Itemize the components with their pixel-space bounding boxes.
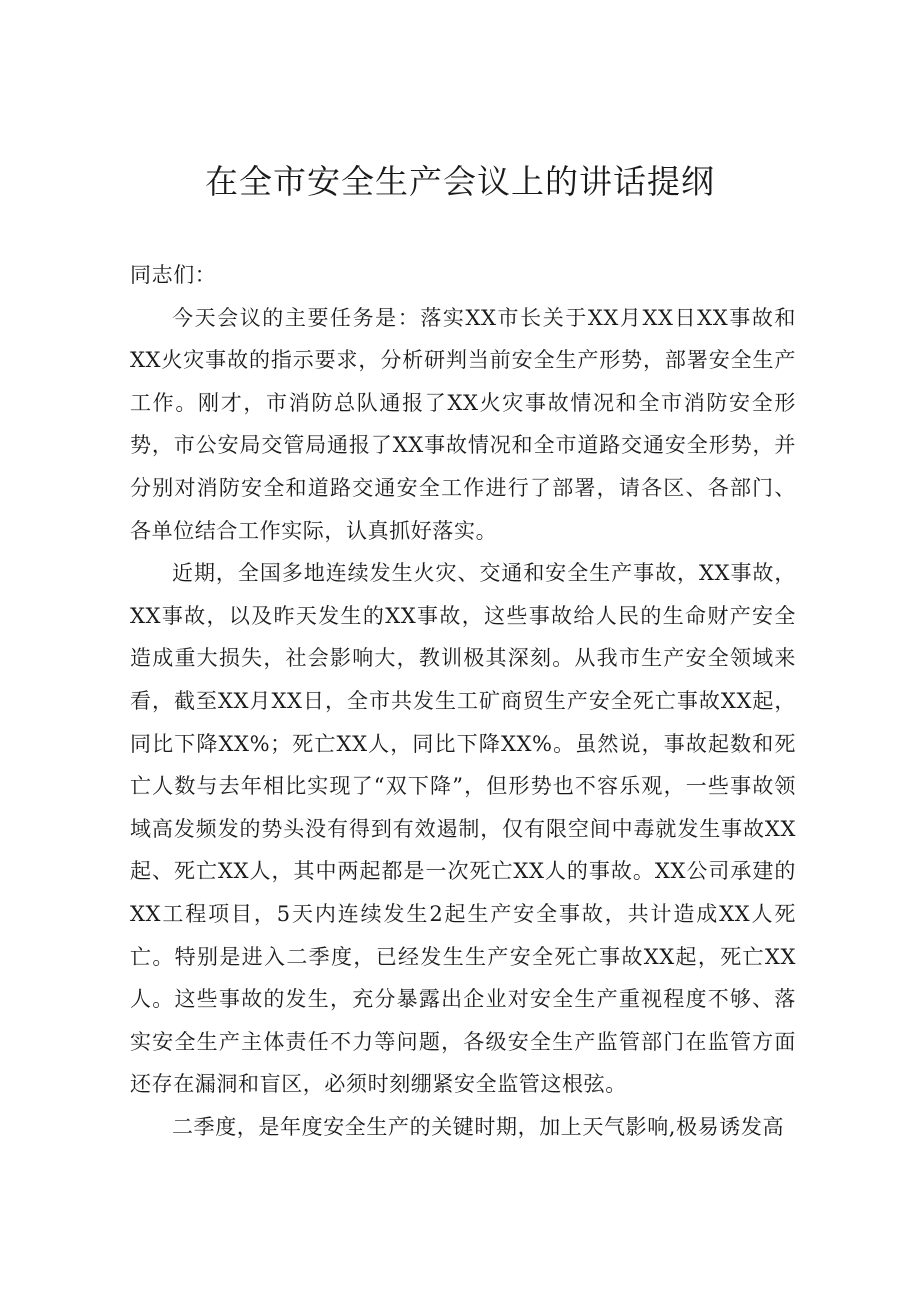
paragraph-recent-accidents: 近期，全国多地连续发生火灾、交通和安全生产事故，XX事故，XX事故，以及昨天发生的XX事故，这些事故给人民的生命财产安全造成重大损失，社会影响大，教训极其深刻。从我市生产安全领域来看，截至XX月XX日，全市共发生工矿商贸生产安全死亡事故XX起，同比下降XX%；死亡XX人，同比下降XX%。虽然说，事故起数和死亡人数与去年相比实现了“双下降”，但形势也不容乐观，一些事故领域高发频发的势头没有得到有效遏制，仅有限空间中毒就发生事故XX起、死亡XX人，其中两起都是一次死亡XX人的事故。XX公司承建的XX工程项目，5天内连续发生2起生产安全事故，共计造成XX人死亡。特别是进入二季度，已经发生生产安全死亡事故XX起，死亡XX人。这些事故的发生，充分暴露出企业对安全生产重视程度不够、落实安全生产主体责任不力等问题，各级安全生产监管部门在监管方面还存在漏洞和盲区，必须时刻绷紧安全监管这根弦。 (130, 561, 796, 1097)
document-title: 在全市安全生产会议上的讲话提纲 (205, 162, 715, 201)
salutation: 同志们： (130, 263, 217, 287)
paragraph-meeting-tasks: 今天会议的主要任务是：落实XX市长关于XX月XX日XX事故和XX火灾事故的指示要求，分析研判当前安全生产形势，部署安全生产工作。刚才，市消防总队通报了XX火灾事故情况和全市消防安全形势，市公安局交管局通报了XX事故情况和全市道路交通安全形势，并分别对消防安全和道路交通安全工作进行了部署，请各区、各部门、各单位结合工作实际，认真抓好落实。 (130, 305, 796, 543)
paragraph-second-quarter: 二季度，是年度安全生产的关键时期，加上天气影响,极易诱发高 (172, 1114, 785, 1139)
document-body (130, 254, 796, 1148)
